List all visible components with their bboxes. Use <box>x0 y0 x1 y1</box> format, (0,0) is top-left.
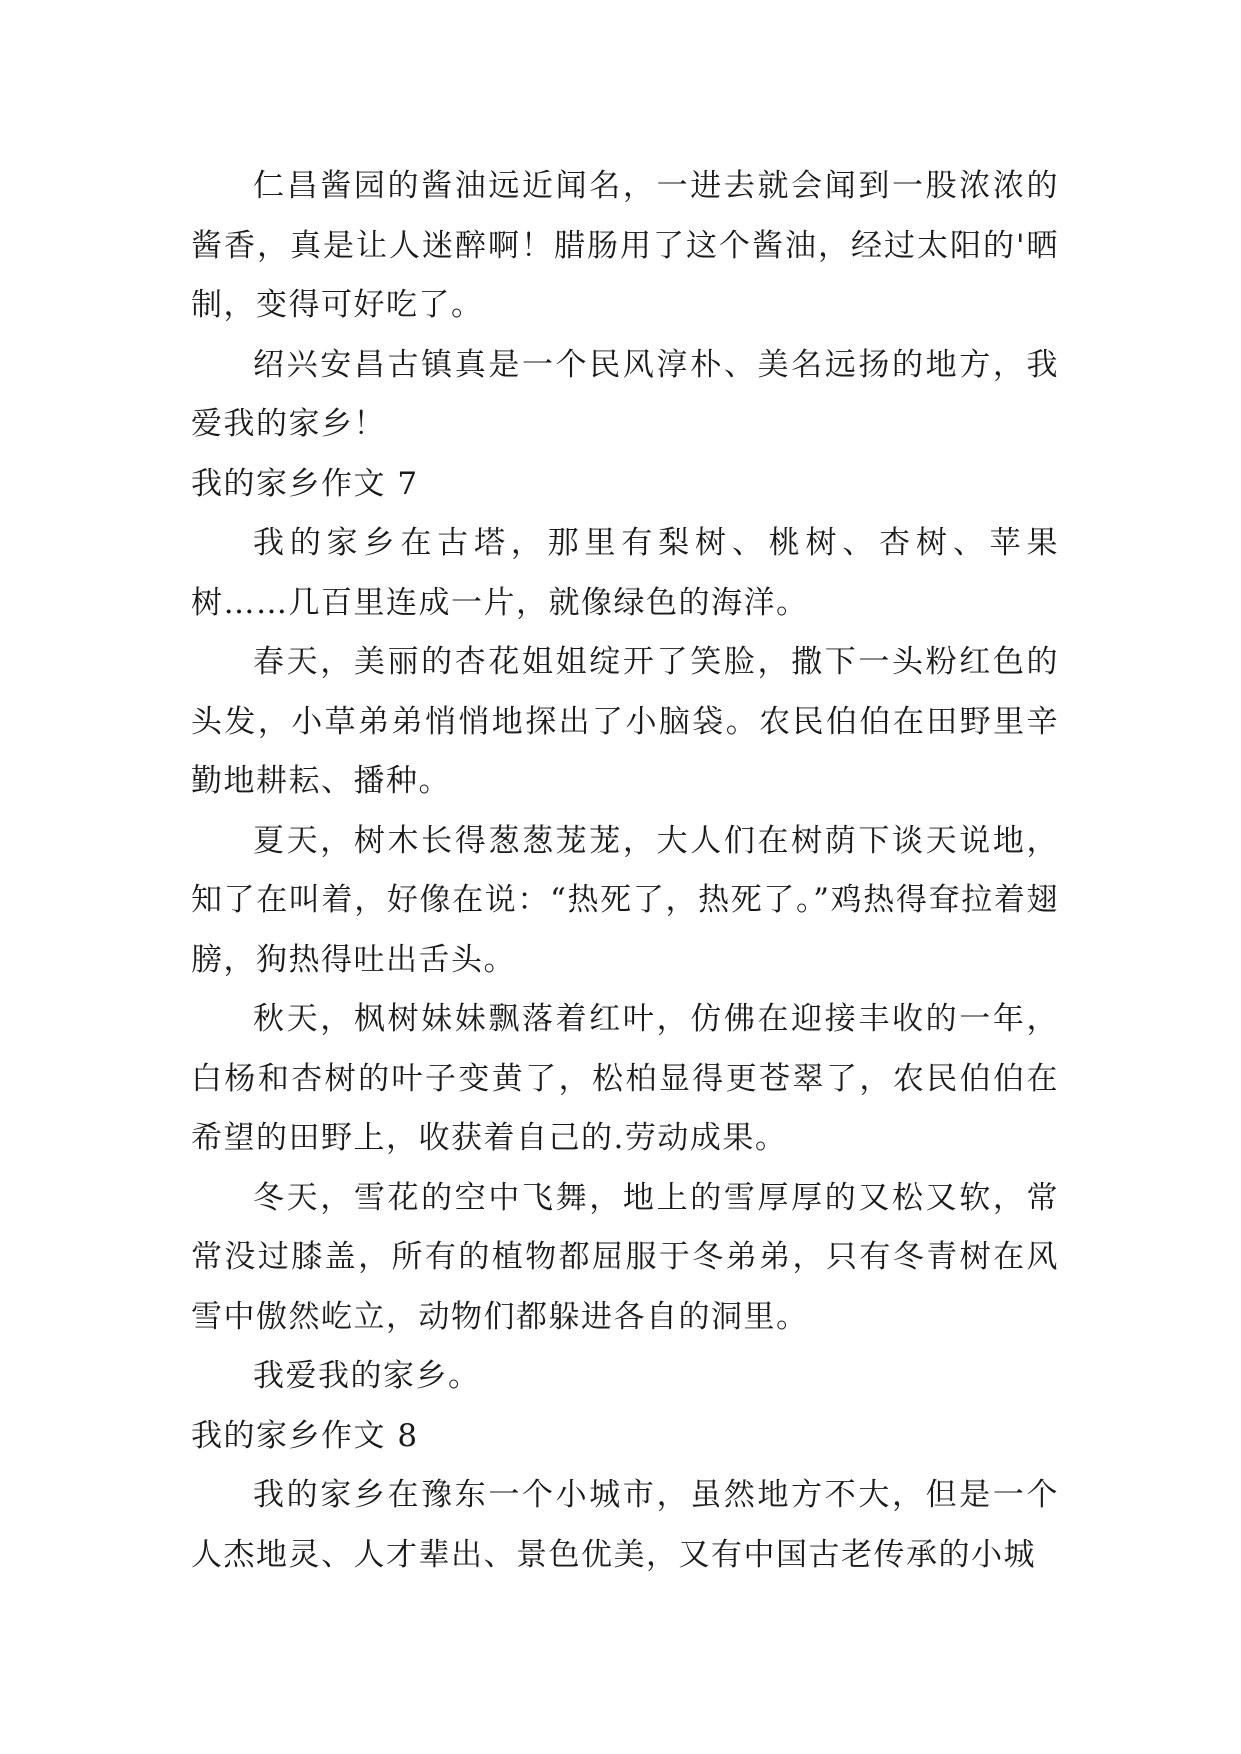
document-body <box>191 157 1059 1585</box>
paragraph-autumn: 秋天，枫树妹妹飘落着红叶，仿佛在迎接丰收的一年，白杨和杏树的叶子变黄了，松柏显得更苍翠了，农民伯伯在希望的田野上，收获着自己的.劳动成果。 <box>191 1001 1059 1156</box>
essay-8-title: 我的家乡作文 8 <box>191 1417 419 1454</box>
essay-7-title: 我的家乡作文 7 <box>191 465 419 502</box>
paragraph-winter: 冬天，雪花的空中飞舞，地上的雪厚厚的又松又软，常常没过膝盖，所有的植物都屈服于冬弟弟，只有冬青树在风雪中傲然屹立，动物们都躲进各自的洞里。 <box>191 1179 1059 1335</box>
paragraph-gu-ta: 我的家乡在古塔，那里有梨树、桃树、杏树、苹果树……几百里连成一片，就像绿色的海洋。 <box>191 525 1059 621</box>
paragraph-anchang-town: 绍兴安昌古镇真是一个民风淳朴、美名远扬的地方，我爱我的家乡！ <box>191 346 1059 442</box>
paragraph-spring: 春天，美丽的杏花姐姐绽开了笑脸，撒下一头粉红色的头发，小草弟弟悄悄地探出了小脑袋。农民伯伯在田野里辛勤地耕耘、播种。 <box>191 644 1059 799</box>
paragraph-love-hometown: 我爱我的家乡。 <box>253 1358 481 1394</box>
paragraph-soy-sauce: 仁昌酱园的酱油远近闻名，一进去就会闻到一股浓浓的酱香，真是让人迷醉啊！腊肠用了这个酱油，经过太阳的'晒制，变得可好吃了。 <box>191 168 1059 323</box>
paragraph-summer: 夏天，树木长得葱葱茏茏，大人们在树荫下谈天说地，知了在叫着，好像在说：“热死了，热死了。”鸡热得耷拉着翅膀，狗热得吐出舌头。 <box>191 822 1059 978</box>
paragraph-yudong-city: 我的家乡在豫东一个小城市，虽然地方不大，但是一个人杰地灵、人才辈出、景色优美，又有中国古老传承的小城 <box>191 1477 1059 1573</box>
